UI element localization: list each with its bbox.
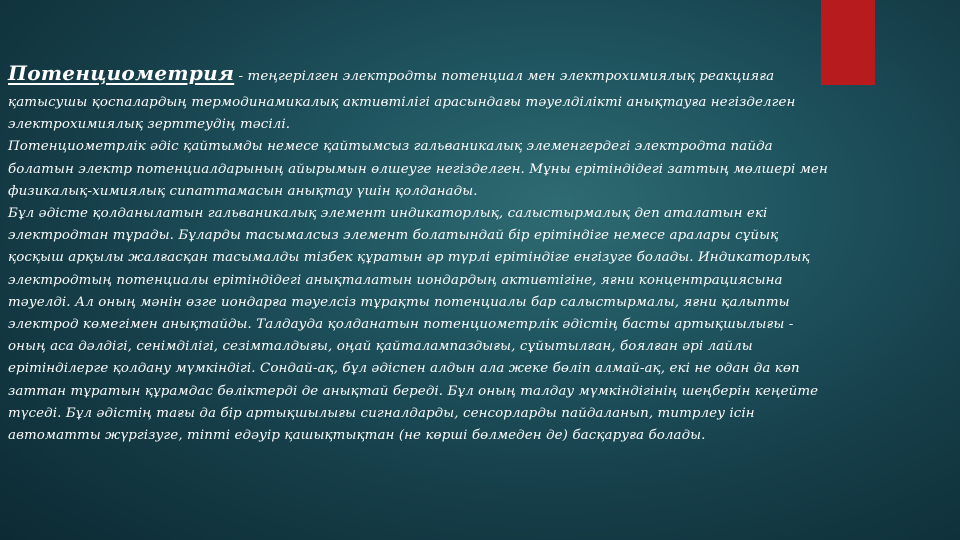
text-line: заттан тұратын құрамдас бөліктерді де анықтай береді. Бұл оның талдау мүмкіндігінің шеңберін кеңейте bbox=[8, 383, 819, 399]
text-line: Бұл әдісте қолданылатын гальваникалық элемент индикаторлық, салыстырмалық деп аталатын екі bbox=[8, 206, 768, 222]
text-line: түседі. Бұл әдістің тағы да бір артықшылығы сигналдарды, сенсорларды пайдаланып, титрлеу ісін bbox=[8, 405, 755, 421]
text-line: қатысушы қоспалардың термодинамикалық активтілігі арасындағы тәуелділікті анықтауға негізделген bbox=[8, 95, 796, 110]
text-line: электрохимиялық зерттеудің тәсілі. bbox=[8, 117, 291, 133]
text-line: электрод көмегімен анықтайды. Талдауда қолданатын потенциометрлік әдістің басты артықшылығы - bbox=[8, 317, 794, 333]
text-line: автоматты жүргізуге, тіпті едәуір қашықтықтан (не көрші бөлмеден де) басқаруға болады. bbox=[8, 428, 706, 444]
text-line: электродтан тұрады. Бұларды тасымалсыз элемент болатындай бір ерітіндіге немесе аралары сұйық bbox=[8, 228, 779, 244]
definition-line bbox=[8, 58, 948, 92]
text-line: Потенциометрлік әдіс қайтымды немесе қайтымсыз гальваникалық элеменгердегі электродта пайда bbox=[8, 139, 773, 155]
definition-text: - теңгерілген электродты потенциал мен электрохимиялық реакцияға bbox=[234, 69, 775, 84]
text-line: электродтың потенциалы ерітіндідегі анықталатын иондардың активтігіне, яғни концентрациясына bbox=[8, 272, 783, 288]
text-line: тәуелді. Ал оның мәнін өзге иондарға тәуелсіз тұрақты потенциалы бар салыстырмалы, яғни қалыпты bbox=[8, 294, 790, 310]
text-line: оның аса дәлдігі, сенімділігі, сезімталдығы, оңай қайталампаздығы, сұйытылған, боялған әрі лайлы bbox=[8, 339, 753, 355]
text-line: қосқыш арқылы жалғасқан тасымалды тізбек құратын әр түрлі ерітіндіге енгізуге болады. Индикаторлық bbox=[8, 250, 810, 266]
term-heading: Потенциометрия bbox=[8, 61, 235, 85]
text-line: ерітінділерге қолдану мүмкіндігі. Сондай-ақ, бұл әдіспен алдын ала жеке бөліп алмай-ақ, екі не одан да көп bbox=[8, 361, 800, 377]
slide-body bbox=[8, 58, 948, 447]
text-line: болатын электр потенциалдарының айырымын өлшеуге негізделген. Мұны ерітіндідегі заттың мөлшері мен bbox=[8, 161, 828, 177]
text-line: физикалық-химиялық сипаттамасын анықтау үшін қолданады. bbox=[8, 183, 478, 199]
